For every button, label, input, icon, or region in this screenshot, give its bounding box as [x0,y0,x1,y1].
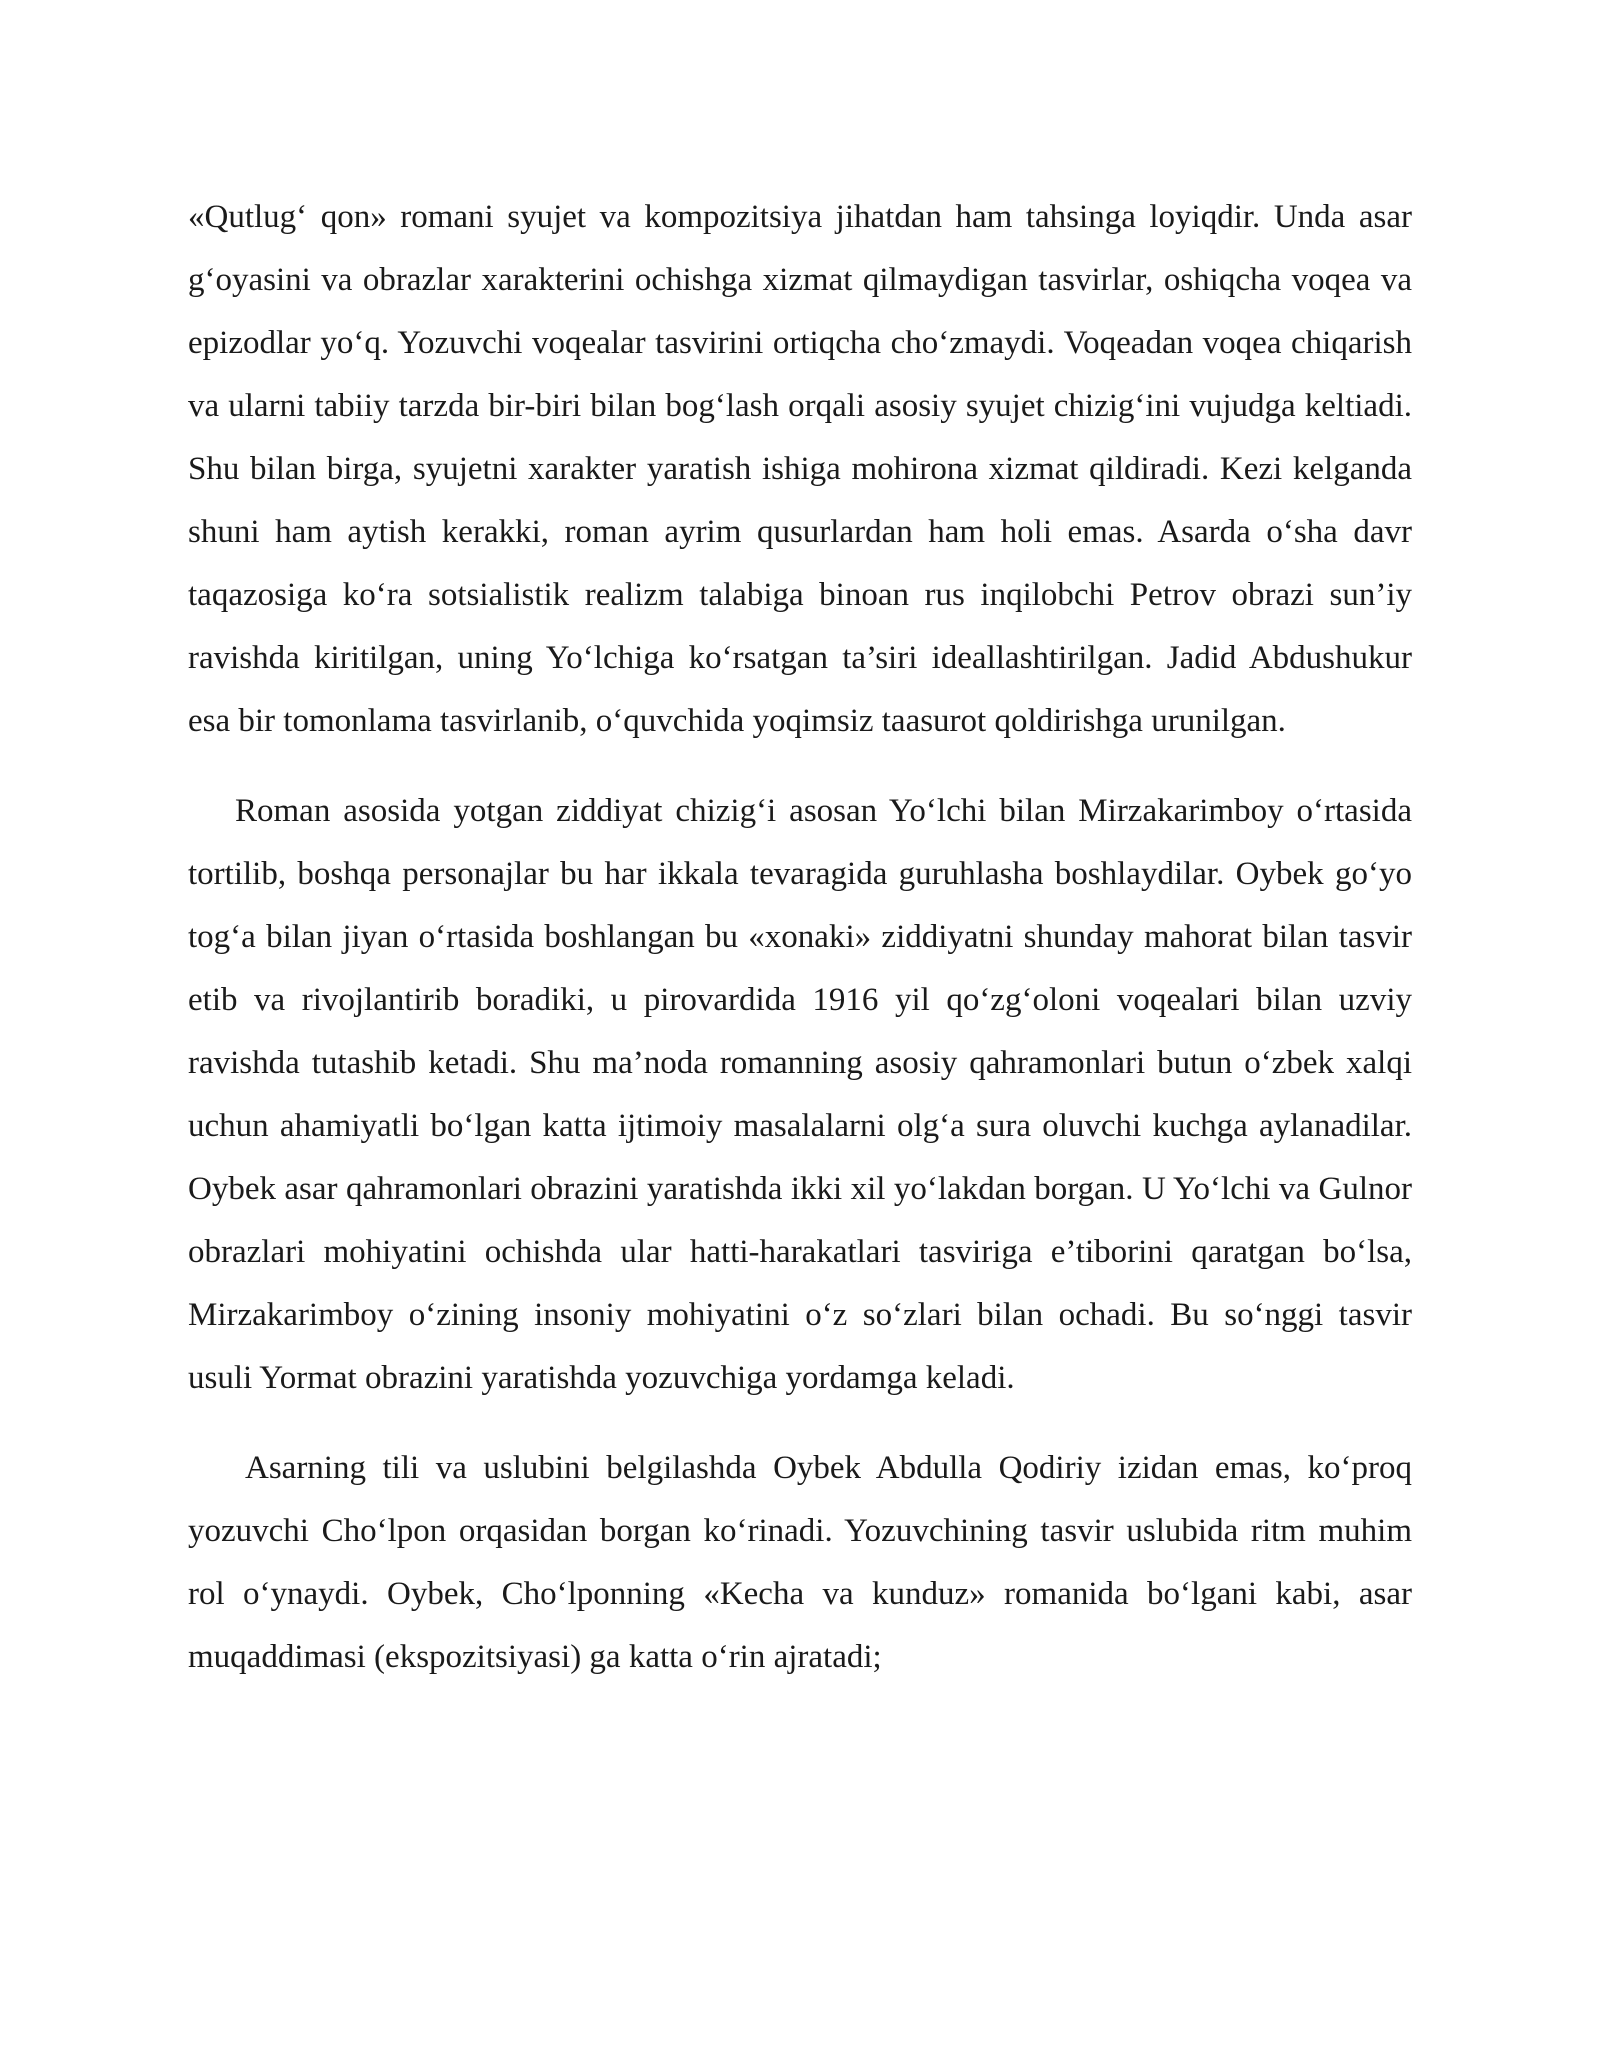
document-body [188,186,1412,1689]
paragraph-2: Roman asosida yotgan ziddiyat chizig‘i asosan Yo‘lchi bilan Mirzakarimboy o‘rtasida tortilib, boshqa personajlar bu har ikkala tevaragida guruhlasha boshlaydilar. Oybek go‘yo tog‘a bilan jiyan o‘rtasida boshlangan bu «xonaki» ziddiyatni shunday mahorat bilan tasvir etib va rivojlantirib boradiki, u pirovardida 1916 yil qo‘zg‘oloni voqealari bilan uzviy ravishda tutashib ketadi. Shu ma’noda romanning asosiy qahramonlari butun o‘zbek xalqi uchun ahamiyatli bo‘lgan katta ijtimoiy masalalarni olg‘a sura oluvchi kuchga aylanadilar. Oybek asar qahramonlari obrazini yaratishda ikki xil yo‘lakdan borgan. U Yo‘lchi va Gulnor obrazlari mohiyatini ochishda ular hatti-harakatlari tasviriga e’tiborini qaratgan bo‘lsa, Mirzakarimboy o‘zining insoniy mohiyatini o‘z so‘zlari bilan ochadi. Bu so‘nggi tasvir usuli Yormat obrazini yaratishda yozuvchiga yordamga keladi. [188,793,1412,1396]
paragraph-3: Asarning tili va uslubini belgilashda Oybek Abdulla Qodiriy izidan emas, ko‘proq yozuvchi Cho‘lpon orqasidan borgan ko‘rinadi. Yozuvchining tasvir uslubida ritm muhim rol o‘ynaydi. Oybek, Cho‘lponning «Kecha va kunduz» romanida bo‘lgani kabi, asar muqaddimasi (ekspozitsiyasi) ga katta o‘rin ajratadi; [188,1450,1412,1675]
paragraph-1: «Qutlug‘ qon» romani syujet va kompozitsiya jihatdan ham tahsinga loyiqdir. Unda asar g‘oyasini va obrazlar xarakterini ochishga xizmat qilmaydigan tasvirlar, oshiqcha voqea va epizodlar yo‘q. Yozuvchi voqealar tasvirini ortiqcha cho‘zmaydi. Voqeadan voqea chiqarish va ularni tabiiy tarzda bir-biri bilan bog‘lash orqali asosiy syujet chizig‘ini vujudga keltiadi. Shu bilan birga, syujetni xarakter yaratish ishiga mohirona xizmat qildiradi. Kezi kelganda shuni ham aytish kerakki, roman ayrim qusurlardan ham holi emas. Asarda o‘sha davr taqazosiga ko‘ra sotsialistik realizm talabiga binoan rus inqilobchi Petrov obrazi sun’iy ravishda kiritilgan, uning Yo‘lchiga ko‘rsatgan ta’siri ideallashtirilgan. Jadid Abdushukur esa bir tomonlama tasvirlanib, o‘quvchida yoqimsiz taasurot qoldirishga urunilgan. [188,199,1412,739]
